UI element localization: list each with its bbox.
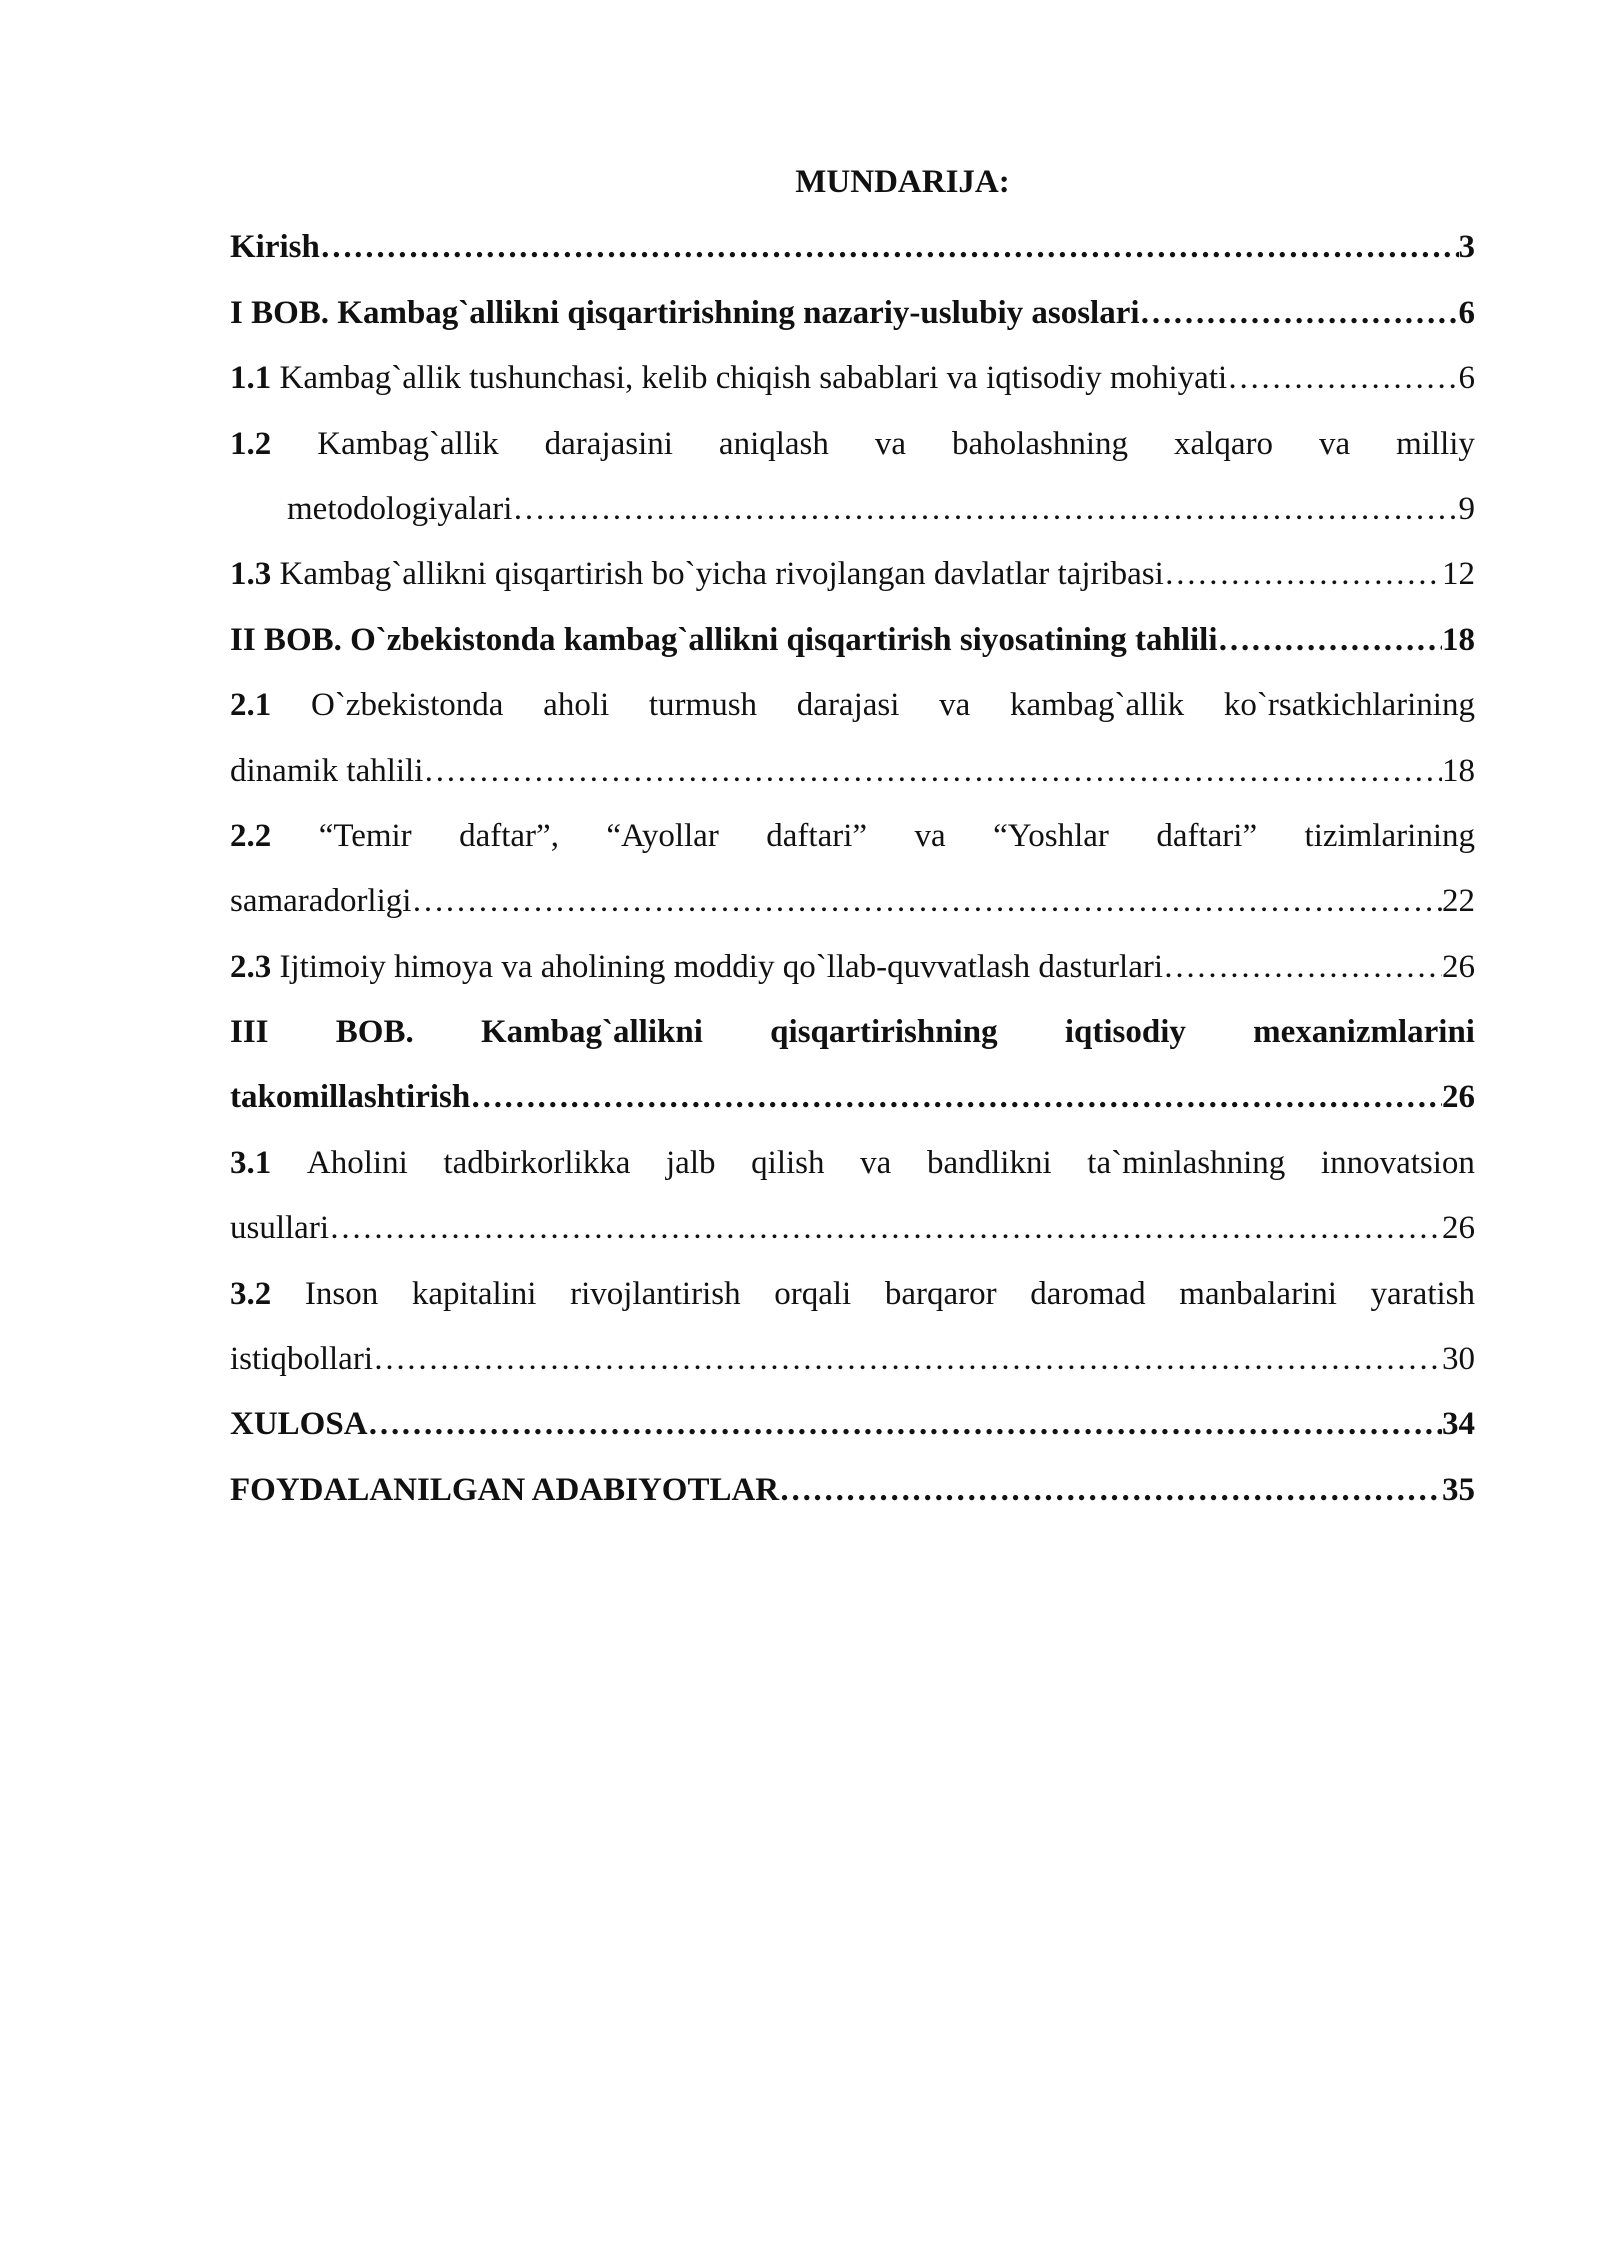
toc-page-number: 22 [1442,883,1475,920]
section-number: 1.2 [230,425,272,462]
toc-page-number: 9 [1458,490,1475,527]
section-number: 2.3 [230,948,272,985]
toc-entry-conclusion[interactable] [230,1392,1475,1457]
dot-leader [329,1196,1442,1261]
toc-page-number: 12 [1442,556,1475,593]
dot-leader [512,477,1458,542]
toc-title: MUNDARIJA: [795,164,1010,200]
toc-page-number: 35 [1442,1471,1475,1508]
dot-leader [779,1458,1442,1523]
word: va [1318,425,1351,462]
word: mexanizmlarini [1253,1014,1475,1051]
toc-page-number: 6 [1458,294,1475,331]
word: daromad [1030,1275,1146,1312]
toc-entry-text: dinamik tahlili [230,752,424,789]
word: ko`rsatkichlarining [1223,687,1475,724]
word: ta`minlashning [1087,1144,1286,1181]
toc-page-number: 18 [1442,752,1475,789]
word: baholashning [952,425,1129,462]
word: barqaror [884,1275,997,1312]
toc-entry-chapter-1[interactable] [230,281,1475,346]
toc-entry-section-3-2[interactable] [230,1262,1475,1393]
section-number: 2.1 [230,687,272,724]
word: qilish [751,1144,825,1181]
word: va [914,817,946,854]
word: tadbirkorlikka [443,1144,631,1181]
toc-entry-section-3-1[interactable] [230,1131,1475,1262]
toc-entry-chapter-3[interactable] [230,1000,1475,1131]
toc-entry-text: Ijtimoiy himoya va aholining moddiy qo`llab-quvvatlash dasturlari [279,948,1164,985]
toc-page-number: 26 [1442,948,1475,985]
word: Inson [304,1275,379,1312]
word: rivojlantirish [570,1275,741,1312]
toc-page-number: 30 [1442,1341,1475,1378]
word: aholi [543,687,610,724]
section-number: 1.3 [230,556,272,593]
toc-entry-references[interactable] [230,1458,1475,1523]
toc-entry-text: samaradorligi [230,883,412,920]
word: “Temir [318,817,412,854]
word: O`zbekistonda [310,687,504,724]
toc-entry-text: FOYDALANILGAN ADABIYOTLAR [230,1471,780,1508]
word: tizimlarining [1304,817,1475,854]
word: daftar”, [459,817,559,854]
dot-leader [1227,346,1458,411]
word: va [939,687,971,724]
toc-page-number: 34 [1442,1406,1475,1443]
toc-entry-section-1-1[interactable] [230,346,1475,411]
toc-entry-section-1-2[interactable] [230,412,1475,543]
toc-page-number: 18 [1442,621,1475,658]
dot-leader [411,869,1442,934]
dot-leader [320,215,1459,280]
word: bandlikni [926,1144,1052,1181]
word: Kambag`allikni [481,1014,703,1051]
dot-leader [470,1065,1442,1130]
toc-entry-section-1-3[interactable] [230,542,1475,607]
toc-entry-text: usullari [230,1210,329,1247]
toc-entry-text: istiqbollari [230,1341,373,1378]
word: “Yoshlar [993,817,1109,854]
word: iqtisodiy [1064,1014,1186,1051]
toc-page-number: 26 [1442,1210,1475,1247]
dot-leader [368,1392,1442,1457]
word: orqali [774,1275,852,1312]
word: turmush [648,687,758,724]
dot-leader [1140,281,1459,346]
toc-page-number: 26 [1442,1079,1475,1116]
toc-entry-text: II BOB. O`zbekistonda kambag`allikni qisqartirish siyosatining tahlili [230,621,1218,658]
word: aniqlash [718,425,829,462]
word: daftari” [1156,817,1258,854]
word: innovatsion [1320,1144,1475,1181]
toc-entry-chapter-2[interactable] [230,608,1475,673]
toc-entry-text: Kambag`allik tushunchasi, kelib chiqish sabablari va iqtisodiy mohiyati [279,360,1228,397]
word: Aholini [306,1144,408,1181]
dot-leader [1164,542,1442,607]
table-of-contents [230,150,1475,1523]
dot-leader [373,1327,1442,1392]
toc-entry-text: Kirish [230,229,320,266]
word: BOB. [335,1014,414,1051]
word: va [874,425,907,462]
word: darajasi [796,687,900,724]
toc-page-number: 6 [1458,360,1475,397]
toc-entry-section-2-1[interactable] [230,673,1475,804]
word: milliy [1396,425,1475,462]
toc-entry-text: Kambag`allikni qisqartirish bo`yicha rivojlangan davlatlar tajribasi [279,556,1164,593]
toc-entry-text: I BOB. Kambag`allikni qisqartirishning nazariy-uslubiy asoslari [230,294,1140,331]
toc-entry-section-2-2[interactable] [230,804,1475,935]
section-number: 3.2 [230,1275,272,1312]
toc-page-number: 3 [1458,229,1475,266]
dot-leader [1218,608,1443,673]
word: manbalarini [1179,1275,1337,1312]
word: kambag`allik [1010,687,1185,724]
toc-entry-text: metodologiyalari [287,490,513,527]
word: darajasini [544,425,673,462]
section-number: 2.2 [230,817,272,854]
word: jalb [666,1144,716,1181]
toc-entry-section-2-3[interactable] [230,935,1475,1000]
dot-leader [423,739,1442,804]
word: daftari” [766,817,868,854]
word: “Ayollar [606,817,719,854]
word: III [230,1014,269,1051]
toc-entry-text: XULOSA [230,1406,368,1443]
word: yaratish [1370,1275,1475,1312]
section-number: 3.1 [230,1144,272,1181]
dot-leader [1163,935,1442,1000]
word: Kambag`allik [317,425,499,462]
section-number: 1.1 [230,360,272,397]
toc-entry-text: takomillashtirish [230,1079,471,1116]
word: xalqaro [1174,425,1273,462]
word: kapitalini [411,1275,537,1312]
word: va [860,1144,892,1181]
toc-entry-kirish[interactable] [230,215,1475,280]
word: qisqartirishning [770,1014,998,1051]
